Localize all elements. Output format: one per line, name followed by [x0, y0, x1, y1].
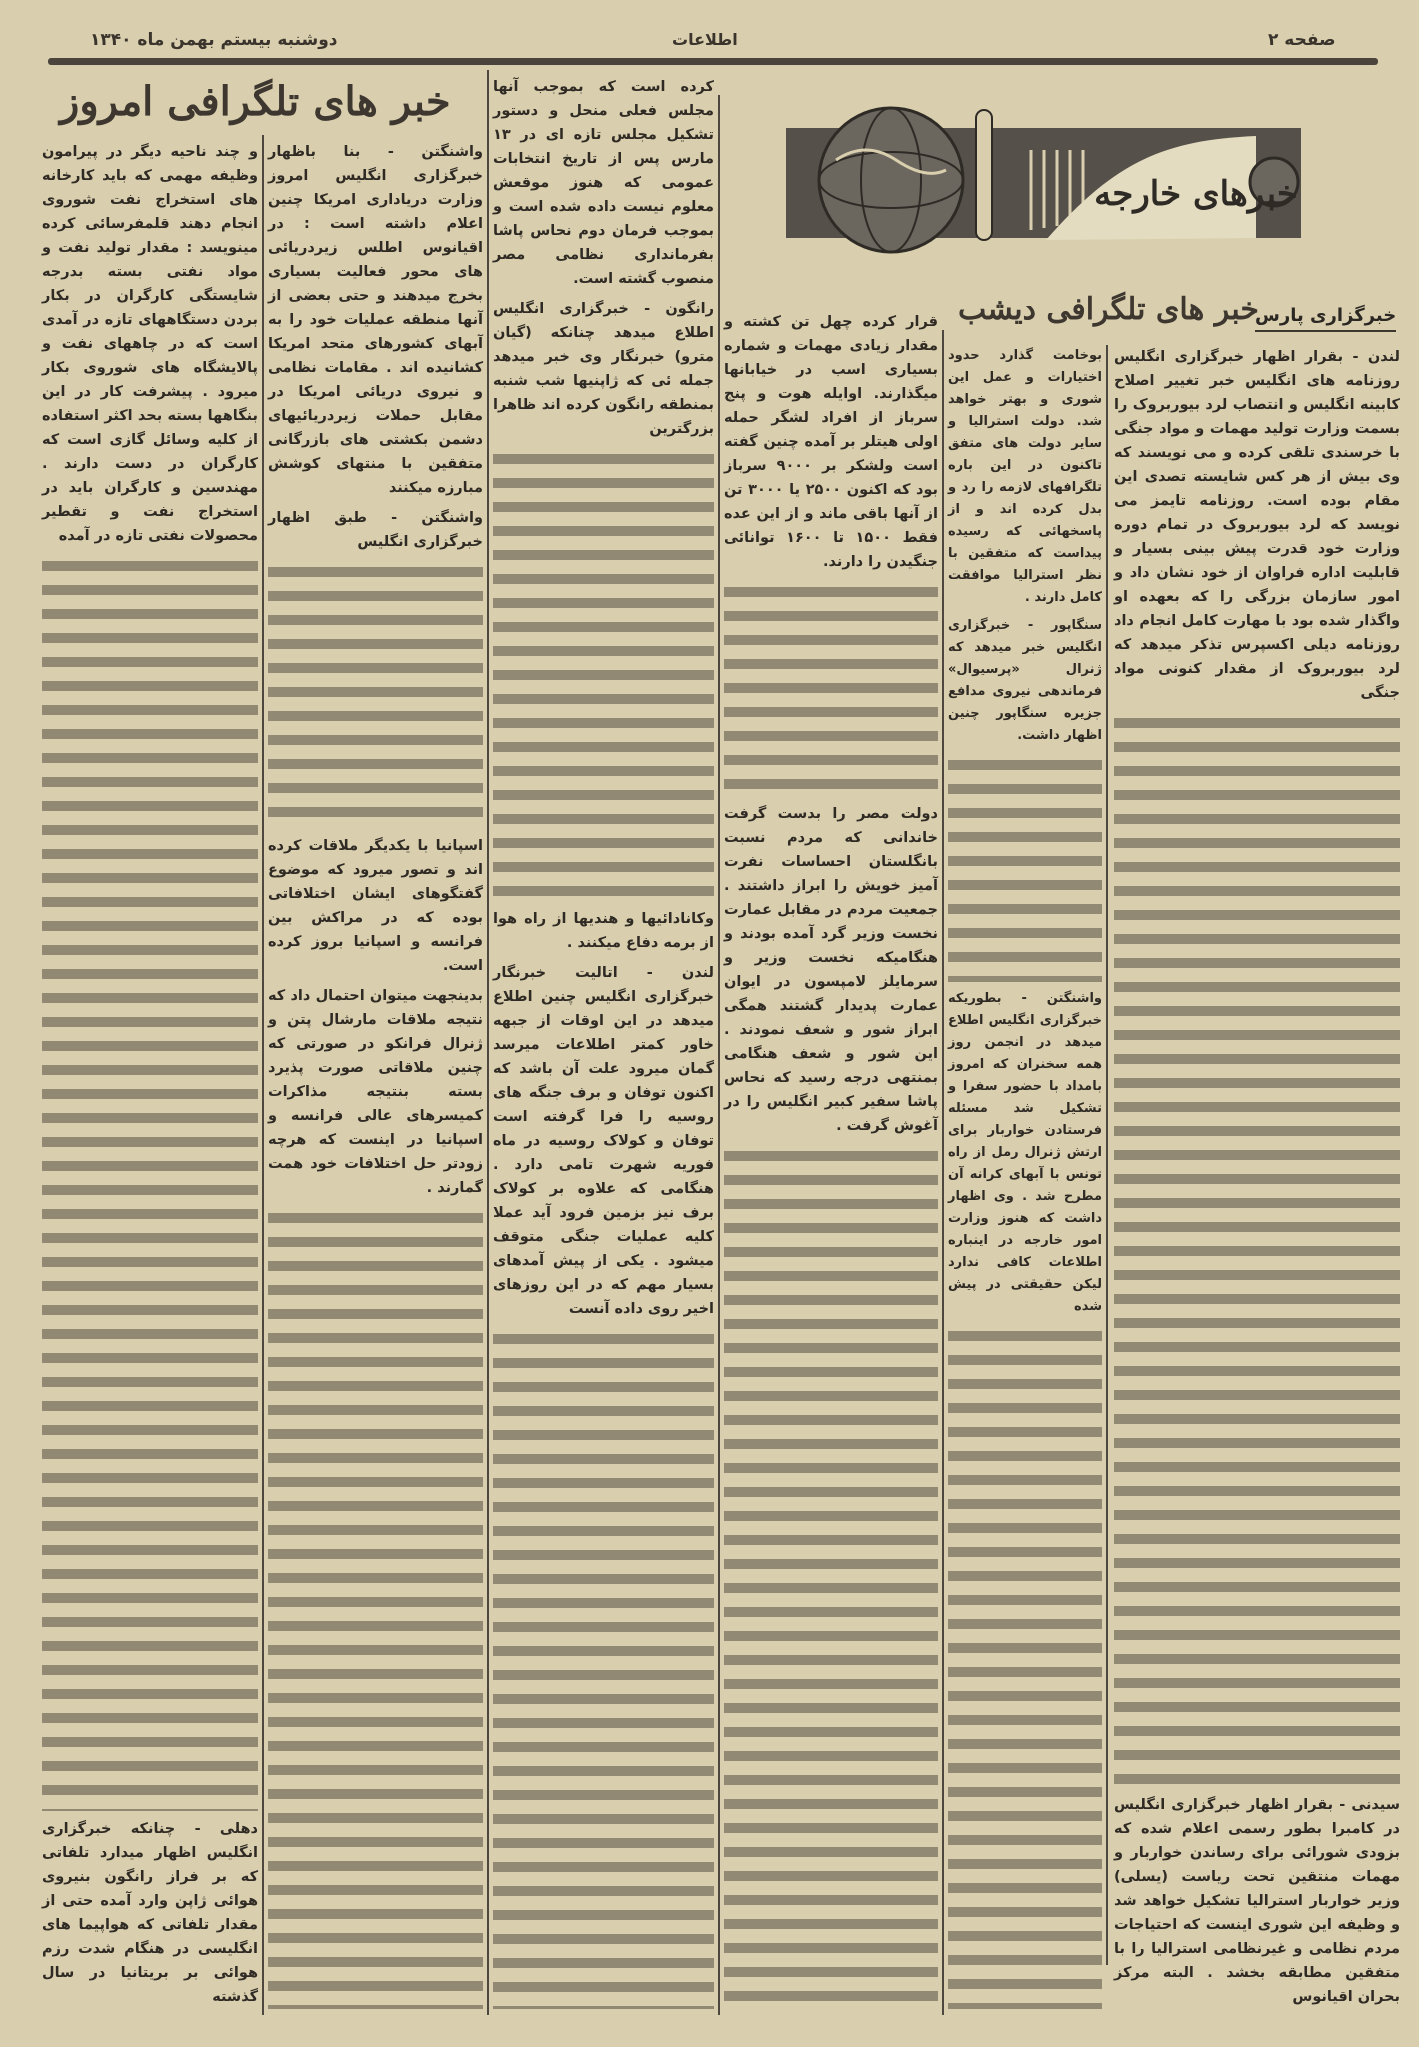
column-rule	[942, 330, 944, 2015]
article-text-continued	[268, 560, 483, 828]
article-soviet-oil: و چند ناحیه دیگر در پیرامون وظیفه مهمی که باید کارخانه های استخراج نفت شوروی انجام دهند قلمفرسائی کرده مینویسد : مقدار تولید نفت و مواد نفتی بسته بدرجه شایستگی کارگران در بکار بردن دستگاههای تازه در آمدی است که در چاههای نفت و پالایشگاه های شوروی بکار میرود . پیشرفت کار در این بنگاهها بسته بحد اکثر استفاده از کلیه وسائل گازی است که کارگران در دست دارند . مهندسین و کارگران باید در استخراج نفت و تقطیر محصولات نفتی تازه در آمده	[42, 144, 258, 544]
column-rule	[262, 135, 264, 2015]
newspaper-name: اطلاعات	[672, 30, 738, 49]
masthead-rule	[48, 58, 1378, 65]
article-text-continued	[493, 1327, 714, 2009]
article-sydney: سیدنی - بقرار اظهار خبرگزاری انگلیس در کامبرا بطور رسمی اعلام شده که بزودی شورائی برای رساندن خواربار و مهمات منتقین تحت ریاست (یسلی) وزیر خواربار استرالیا تشکیل خواهد شد و وظیفه این شوری اینست که احتیاجات مردم نظامی و غیرنظامی استرالیا را با متفقین مطابقه بخشد . البته مرکز بحران اقیانوس	[1114, 1797, 1400, 2005]
article-australia-council: بوخامت گذارد حدود اختیارات و عمل این شوری و بهتر خواهد شد. دولت استرالیا و سایر دولت های متفق تاکنون در این باره تلگرافهای لازمه را رد و بدل کرده اند و از پاسخهائی که رسیده پیداست که متفقین با نظر استرالیا موافقت کامل دارند .	[948, 348, 1102, 605]
article-washington-rommel: واشنگتن - بطوریکه خبرگزاری انگلیس اطلاع میدهد در انجمن روز همه سخنران که امروز بامداد با حضور سفرا و تشکیل شد مسئله فرستادن خواربار برای ارتش ژنرال رمل از راه تونس با آبهای کرانه آن مطرح شد . وی اظهار داشت که هنوز وزارت امور خارجه در اینباره اطلاعات کافی ندارد لیکن حقیقتی در پیش شده	[948, 990, 1102, 1314]
article-casualties: قرار کرده چهل تن کشته و مقدار زیادی مهمات و شماره بسیاری اسب در خیابانها میگذارند. اوایله هوت و پنج سرباز از افراد لشگر حمله اولی هیتلر بر آمده چنین گفته است ولشکر بر ۹۰۰۰ سرباز بود که اکنون ۲۵۰۰ یا ۳۰۰۰ تن از آنها باقی ماند و از این عده فقط ۱۵۰۰ تا ۱۶۰۰ توانائی جنگیدن را دارند.	[724, 314, 938, 570]
column-today-right	[268, 140, 483, 2015]
banner-title: خبرهای خارجه	[1094, 174, 1298, 214]
article-egypt-parliament: کرده است که بموجب آنها مجلس فعلی منحل و دستور تشکیل مجلس تازه ای در ۱۳ مارس پس از تاریخ انتخابات عمومی که هنوز موقعش معلوم نیست داده شده است و بموجب فرمان دوم نحاس پاشا بفرمانداری نظامی مصر منصوب گشته است.	[493, 79, 714, 287]
article-delhi: دهلی - چنانکه خبرگزاری انگلیس اظهار میدارد تلفاتی که بر فراز رانگون بنیروی هوائی ژاپن وارد آمده حتی از مقدار تلفاتی که هواپیما های انگلیسی در هنگام شدت رزم هوائی بر بریتانیا در سال گذشته	[42, 1821, 258, 2005]
article-london-beaverbrook: لندن - بقرار اظهار خبرگزاری انگلیس روزنامه های انگلیس خبر تغییر اصلاح کابینه انگلیس و انتصاب لرد بیوربروک را بسمت وزارت تولید مهمات و مواد جنگی با خرسندی تلقی کرده و می نویسند که وی بیش از هر کس شایسته تصدی این مقام بوده است. روزنامه تایمز می نویسد که لرد بیوربروک در تمام دوره وزارت خود قدرت پیش بینی بسیار و قابلیت اداره فراوان از خود نشان داد و امور سازمان بزرگی را که بعهده او واگذار شده بود با مهارت کامل انجام داد روزنامه دیلی اکسپرس تذکر میدهد که لرد بیوربروک از مقدار کنونی مواد جنگی	[1114, 349, 1400, 701]
article-petain-franco: بدینجهت میتوان احتمال داد که نتیجه ملاقات مارشال پتن و ژنرال فرانکو در صورتی که چنین ملاقاتی صورت پذیرد بسته بنتیجه مذاکرات کمیسرهای عالی فرانسه و اسپانیا در اینست که هرچه زودتر حل اختلافات خود همت گمارند .	[268, 987, 483, 1196]
article-spain-france: اسپانیا با یکدیگر ملاقات کرده اند و تصور میرود که موضوع گفتگوهای ایشان اختلافاتی بوده که در مراکش بین فرانسه و اسپانیا بروز کرده است.	[268, 837, 483, 974]
article-text-continued	[724, 580, 938, 796]
column-last-night-a	[948, 345, 1102, 2015]
column-last-night-b	[724, 310, 938, 2015]
globe-radio-illustration	[786, 100, 1301, 260]
article-washington-submarines: واشنگتن - بنا باظهار خبرگزاری انگلیس امروز وزارت دریاداری امریکا چنین اعلام داشته است : در اقیانوس اطلس زیردریائی های محور فعالیت بسیاری بخرج میدهند و حتی بعضی از آنها منطقه عملیات خود را به آبهای کشورهای متحد امریکا کشانیده اند . مقامات نظامی و نیروی دریائی امریکا در مقابل حملات زیردریائیهای دشمن بکشتی های بازرگانی متفقین با منتهای کوشش مبارزه میکنند	[268, 144, 483, 496]
article-burma-defence: وکانادائیها و هندیها از راه هوا از برمه دفاع میکنند .	[493, 911, 714, 952]
column-rule	[718, 95, 720, 2015]
article-egypt-nahas: دولت مصر را بدست گرفت خاندانی که مردم نسبت بانگلستان احساسات نفرت آمیز خویش را ابراز داشتند . جمعیت مردم در مقابل عمارت نخست وزیر گرد آمده بودند و هنگامیکه نخست وزیر و سرمایلز لامپسون در ایوان عمارت پدیدار گشتند همگی ابراز شور و شعف نمودند . این شور و شعف هنگامی بمنتهی درجه رسید که نحاس پاشا سفیر کبیر انگلیس را در آغوش گرفت .	[724, 806, 938, 1135]
foreign-news-banner	[786, 100, 1301, 260]
column-today-left	[42, 140, 258, 2015]
article-london-russia-front: لندن - اتالیت خبرنگار خبرگزاری انگلیس چنین اطلاع میدهد در این اوقات از جبهه خاور کمتر اطلاعات میرسد گمان میرود علت آن باشد که اکنون توفان و برف جنگه های روسیه را فرا گرفته است توفان و کولاک روسیه در ماه فوریه شهرت تامی دارد . هنگامی که علاوه بر کولاک برف نیز بزمین فرود آید عملا کلیه عملیات جنگی متوقف میشود . یکی از پیش آمدهای بسیار مهم که در این روزهای اخیر روی داده آنست	[493, 965, 714, 1318]
column-rule	[1106, 345, 1108, 1965]
page-number: صفحه ۲	[1268, 30, 1336, 50]
article-text-continued	[948, 1324, 1102, 2010]
headline-today: خبر های تلگرافی امروز	[60, 78, 451, 125]
column-middle	[493, 75, 714, 2015]
article-text-continued	[724, 1144, 938, 2009]
article-washington-2: واشنگتن - طبق اظهار خبرگزاری انگلیس	[268, 510, 483, 550]
issue-date: دوشنبه بیستم بهمن ماه ۱۳۴۰	[90, 30, 338, 50]
column-pars-news	[1114, 345, 1400, 2015]
agency-heading: خبرگزاری پارس	[1255, 305, 1396, 332]
article-rangoon: رانگون - خبرگزاری انگلیس اطلاع میدهد چنانکه (گیان مترو) خبرنگار وی خبر میدهد جمله ئی که ژاپنیها شب شنبه بمنطقه رانگون کرده اند ظاهرا بزرگترین	[493, 301, 714, 437]
article-text-continued	[1114, 711, 1400, 1787]
article-text-continued	[268, 1206, 483, 2009]
article-text-continued	[493, 447, 714, 901]
headline-last-night: خبر های تلگرافی دیشب	[958, 292, 1259, 327]
column-rule	[487, 70, 489, 2015]
article-singapore: سنگاپور - خبرگزاری انگلیس خبر میدهد که ژنرال «پرسیوال» فرماندهی نیروی مدافع جزیره سنگاپور چنین اظهار داشت.	[948, 618, 1102, 743]
article-text-continued	[42, 554, 258, 1811]
article-text-continued	[948, 753, 1102, 982]
